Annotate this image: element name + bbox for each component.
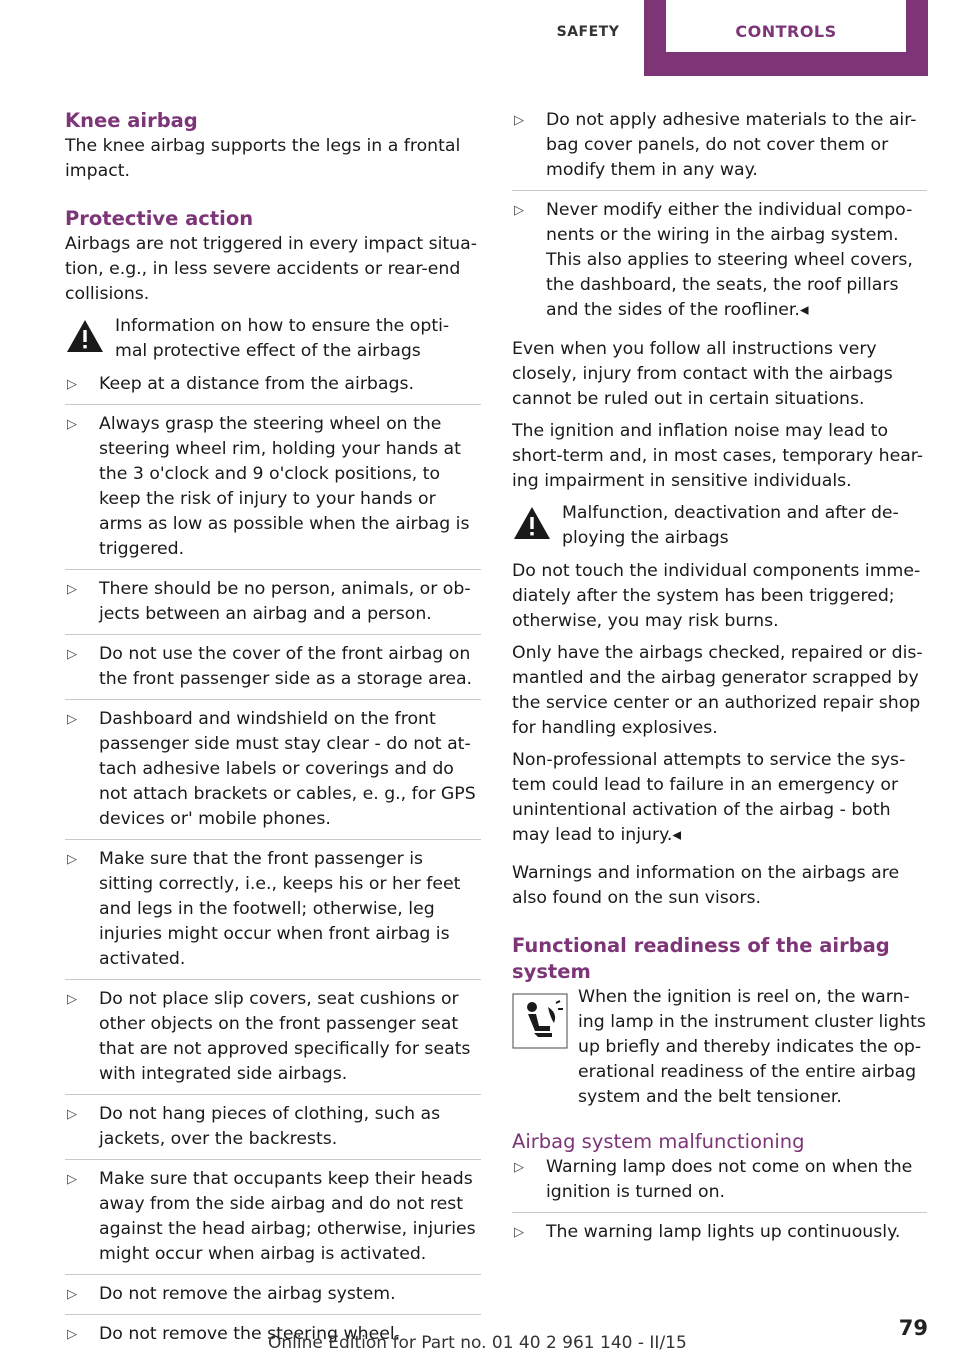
paragraph: Only have the airbags checked, repaired or dis-mantled and the airbag generator scrapped by the service center or an authorized repair shop for handling explosives.	[512, 643, 923, 738]
list-item: ▷ Warning lamp does not come on when the ignition is turned on.	[512, 1155, 927, 1213]
bullet-triangle-icon: ▷	[514, 1225, 524, 1240]
readiness-heading: Functional readiness of the airbag system	[512, 934, 890, 983]
tab-safety[interactable]	[532, 0, 644, 76]
warning-triangle-icon	[65, 314, 115, 364]
paragraph: The ignition and inflation noise may lead to short-term and, in most cases, temporary hear-ing impairment in sensitive individuals.	[512, 421, 924, 491]
bullet-triangle-icon: ▷	[67, 1287, 77, 1302]
bullet-triangle-icon: ▷	[514, 203, 524, 218]
paragraph: Do not touch the individual components imme-diately after the system has been triggered; otherwise, you may risk burns.	[512, 561, 921, 631]
bullet-triangle-icon: ▷	[514, 1160, 524, 1175]
list-item: ▷ Always grasp the steering wheel on the steering wheel rim, holding your hands at the 3 o'clock and 9 o'clock positions, to keep the risk of injury to your hands or arms as low as possible when the airbag is triggered.	[65, 412, 481, 570]
list-item: ▷ Do not remove the steering wheel.	[65, 1322, 481, 1354]
bullet-triangle-icon: ▷	[67, 582, 77, 597]
right-column	[512, 108, 927, 1259]
list-item: ▷ Dashboard and windshield on the front passenger side must stay clear - do not at-tach adhesive labels or coverings and do not attach brackets or cables, e. g., for GPS devices or' mobile phones.	[65, 707, 481, 840]
bullet-triangle-icon: ▷	[67, 852, 77, 867]
knee-airbag-text: The knee airbag supports the legs in a frontal impact.	[65, 136, 461, 181]
list-item: ▷ Keep at a distance from the airbags.	[65, 372, 481, 405]
bullet-triangle-icon: ▷	[514, 113, 524, 128]
bullet-triangle-icon: ▷	[67, 647, 77, 662]
bullet-triangle-icon: ▷	[67, 377, 77, 392]
bullet-triangle-icon: ▷	[67, 992, 77, 1007]
readiness-block	[512, 985, 927, 1110]
list-item: ▷ Make sure that occupants keep their heads away from the side airbag and do not rest against the head airbag; otherwise, injuries might occur when airbag is activated.	[65, 1167, 481, 1275]
list-item: ▷ There should be no person, animals, or ob-jects between an airbag and a person.	[65, 577, 481, 635]
list-item: ▷ Never modify either the individual compo-nents or the wiring in the airbag system. This also applies to steering wheel covers, the dashboard, the seats, the roof pillars and the sides of the roofliner.◂	[512, 198, 927, 330]
tab-controls[interactable]	[644, 0, 928, 76]
paragraph: Even when you follow all instructions very closely, injury from contact with the airbags cannot be ruled out in certain situations.	[512, 339, 893, 409]
malfunction-bullet-list	[512, 1155, 927, 1252]
tab-safety-label: SAFETY	[556, 24, 620, 40]
list-item: ▷ Do not hang pieces of clothing, such as jackets, over the backrests.	[65, 1102, 481, 1160]
list-item: ▷ Do not remove the airbag system.	[65, 1282, 481, 1315]
left-column	[65, 108, 481, 1361]
warning-text: Malfunction, deactivation and after de-ploying the airbags	[562, 503, 899, 548]
knee-airbag-heading: Knee airbag	[65, 109, 198, 132]
warning-text: Information on how to ensure the opti-mal protective effect of the airbags	[115, 316, 450, 361]
airbag-warning-lamp-icon	[512, 985, 578, 1110]
warning-triangle-icon	[512, 501, 562, 551]
section-tabs	[532, 0, 928, 76]
warning-block	[65, 314, 481, 364]
bullet-triangle-icon: ▷	[67, 712, 77, 727]
edition-text: Online Edition for Part no. 01 40 2 961 140 - II/15	[268, 1333, 687, 1353]
list-item: ▷ Do not apply adhesive materials to the air-bag cover panels, do not cover them or modify them in any way.	[512, 108, 927, 191]
list-item: ▷ The warning lamp lights up continuously.	[512, 1220, 927, 1252]
protective-action-text: Airbags are not triggered in every impact situa-tion, e.g., in less severe accidents or rear-end collisions.	[65, 234, 477, 304]
safety-bullet-list	[65, 372, 481, 1354]
list-item: ▷ Do not place slip covers, seat cushions or other objects on the front passenger seat that are not approved specifically for seats with integrated side airbags.	[65, 987, 481, 1095]
bullet-triangle-icon: ▷	[67, 417, 77, 432]
tab-controls-label: CONTROLS	[735, 22, 837, 41]
readiness-text: When the ignition is reel on, the warn-ing lamp in the instrument cluster lights up briefly and thereby indicates the op-erational readiness of the entire airbag system and the belt tensioner.	[578, 987, 926, 1107]
list-item: ▷ Do not use the cover of the front airbag on the front passenger side as a storage area.	[65, 642, 481, 700]
list-item: ▷ Make sure that the front passenger is sitting correctly, i.e., keeps his or her feet and legs in the footwell; otherwise, leg injuries might occur when front airbag is activated.	[65, 847, 481, 980]
bullet-triangle-icon: ▷	[67, 1172, 77, 1187]
page-number: 79	[898, 1316, 928, 1340]
paragraph: Warnings and information on the airbags are also found on the sun visors.	[512, 863, 900, 908]
protective-action-heading: Protective action	[65, 207, 254, 230]
paragraph: Non-professional attempts to service the sys-tem could lead to failure in an emergency or unintentional activation of the airbag - both may lead to injury.◂	[512, 750, 906, 845]
warning-block	[512, 501, 927, 551]
right-bullet-list	[512, 108, 927, 330]
malfunction-heading: Airbag system malfunctioning	[512, 1130, 805, 1153]
bullet-triangle-icon: ▷	[67, 1107, 77, 1122]
bullet-triangle-icon: ▷	[67, 1327, 77, 1342]
